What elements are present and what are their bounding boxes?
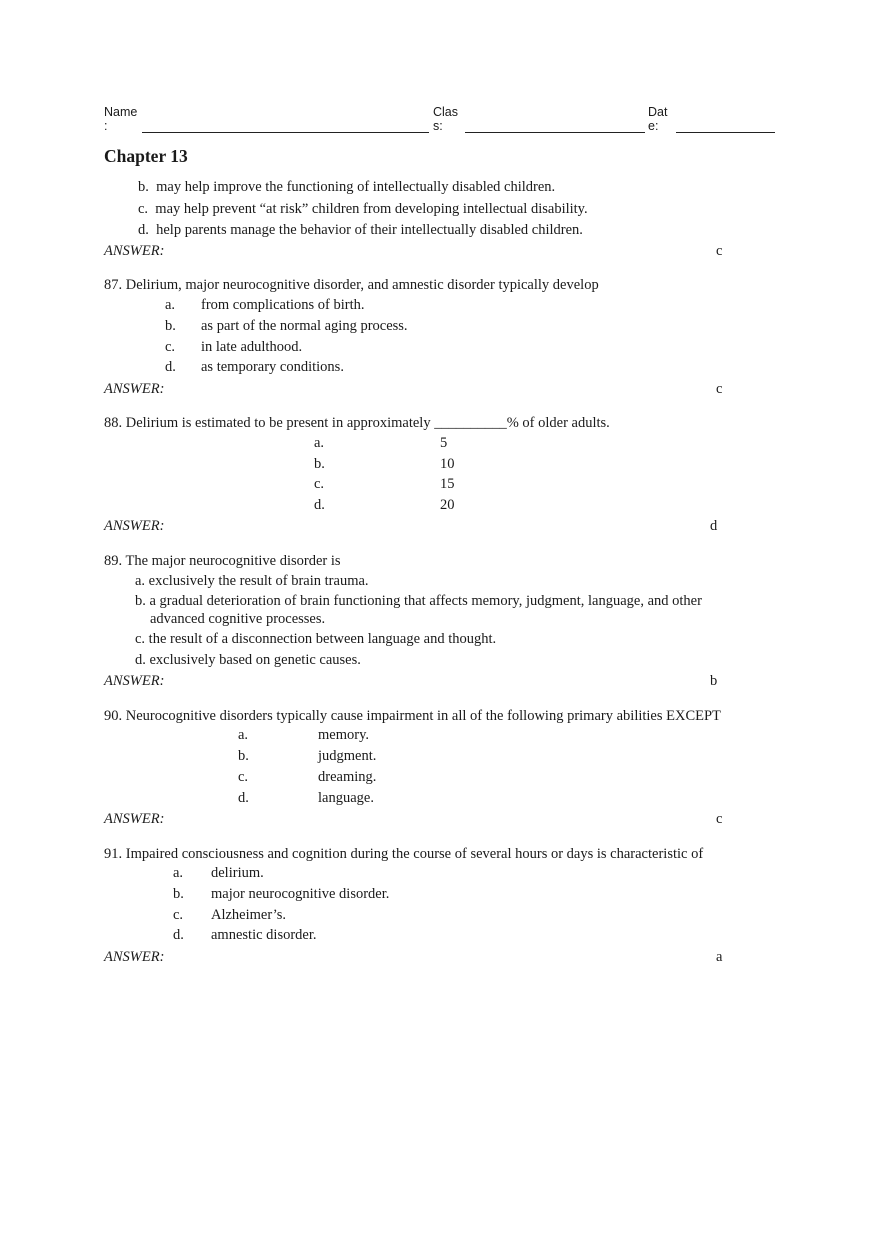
q88-option-b-text: 10 bbox=[440, 456, 455, 472]
class-label-line2: s: bbox=[433, 119, 443, 133]
q88-option-b-letter: b. bbox=[314, 456, 325, 472]
q86-option-c: c. may help prevent “at risk” children from developing intellectual disability. bbox=[138, 201, 588, 217]
q89-question: 89. The major neurocognitive disorder is bbox=[104, 553, 341, 569]
q87-option-c-letter: c. bbox=[165, 339, 176, 355]
q90-question: 90. Neurocognitive disorders typically cause impairment in all of the following primary abilities EXCEPT bbox=[104, 708, 721, 724]
q88-option-d-text: 20 bbox=[440, 497, 455, 513]
q89-answer-label: ANSWER: bbox=[104, 673, 165, 689]
q90-option-a-text: memory. bbox=[318, 727, 370, 743]
q88-option-d-letter: d. bbox=[314, 497, 325, 513]
date-field[interactable] bbox=[676, 132, 775, 133]
date-label-line2: e: bbox=[648, 119, 659, 133]
q90-answer-value: c bbox=[716, 811, 723, 827]
q86-option-d: d. help parents manage the behavior of their intellectually disabled children. bbox=[138, 222, 583, 238]
name-label bbox=[104, 105, 137, 133]
q90-option-b-text: judgment. bbox=[318, 748, 377, 764]
q86-answer-value: c bbox=[716, 243, 723, 259]
q91-option-d-text: amnestic disorder. bbox=[211, 927, 317, 943]
q91-option-a-letter: a. bbox=[173, 865, 184, 881]
q90-answer-label: ANSWER: bbox=[104, 811, 165, 827]
date-label bbox=[648, 105, 667, 133]
q87-option-b-text: as part of the normal aging process. bbox=[201, 318, 408, 334]
q88-option-a-letter: a. bbox=[314, 435, 325, 451]
class-label bbox=[433, 105, 458, 133]
chapter-title: Chapter 13 bbox=[104, 146, 188, 166]
q90-option-c-letter: c. bbox=[238, 769, 249, 785]
q91-option-b-text: major neurocognitive disorder. bbox=[211, 886, 390, 902]
q90-option-b-letter: b. bbox=[238, 748, 249, 764]
q88-answer-label: ANSWER: bbox=[104, 518, 165, 534]
q89-answer-value: b bbox=[710, 673, 718, 689]
q90-option-c-text: dreaming. bbox=[318, 769, 377, 785]
q89-option-a: a. exclusively the result of brain trauma. bbox=[135, 573, 369, 589]
q89-option-c: c. the result of a disconnection between language and thought. bbox=[135, 631, 497, 647]
q90-option-d-letter: d. bbox=[238, 790, 249, 806]
q87-question: 87. Delirium, major neurocognitive disorder, and amnestic disorder typically develop bbox=[104, 277, 599, 293]
q87-option-b-letter: b. bbox=[165, 318, 176, 334]
name-label-line2: : bbox=[104, 119, 108, 133]
q91-option-c-text: Alzheimer’s. bbox=[211, 907, 287, 923]
class-field[interactable] bbox=[465, 132, 645, 133]
class-label-line1: Clas bbox=[433, 105, 459, 119]
q90-option-d-text: language. bbox=[318, 790, 374, 806]
q91-question: 91. Impaired consciousness and cognition during the course of several hours or days is characteristic of bbox=[104, 846, 704, 862]
q87-option-c-text: in late adulthood. bbox=[201, 339, 303, 355]
q87-option-d-text: as temporary conditions. bbox=[201, 359, 344, 375]
q89-option-b-line2: advanced cognitive processes. bbox=[150, 611, 326, 627]
q88-option-c-text: 15 bbox=[440, 476, 455, 492]
q89-option-b-line1: b. a gradual deterioration of brain functioning that affects memory, judgment, language, and other bbox=[135, 593, 702, 609]
q91-answer-label: ANSWER: bbox=[104, 949, 165, 965]
q91-option-a-text: delirium. bbox=[211, 865, 264, 881]
q87-option-d-letter: d. bbox=[165, 359, 176, 375]
q87-answer-label: ANSWER: bbox=[104, 381, 165, 397]
q88-option-c-letter: c. bbox=[314, 476, 325, 492]
q90-option-a-letter: a. bbox=[238, 727, 249, 743]
q86-option-b: b. may help improve the functioning of intellectually disabled children. bbox=[138, 179, 556, 195]
q89-option-d: d. exclusively based on genetic causes. bbox=[135, 652, 361, 668]
name-label-line1: Name bbox=[104, 105, 138, 119]
q91-option-d-letter: d. bbox=[173, 927, 184, 943]
q88-option-a-text: 5 bbox=[440, 435, 448, 451]
q87-option-a-letter: a. bbox=[165, 297, 176, 313]
q91-answer-value: a bbox=[716, 949, 723, 965]
name-field[interactable] bbox=[142, 132, 429, 133]
date-label-line1: Dat bbox=[648, 105, 668, 119]
q88-question: 88. Delirium is estimated to be present in approximately __________% of older adults. bbox=[104, 415, 610, 431]
q91-option-b-letter: b. bbox=[173, 886, 184, 902]
q91-option-c-letter: c. bbox=[173, 907, 184, 923]
q88-answer-value: d bbox=[710, 518, 718, 534]
q86-answer-label: ANSWER: bbox=[104, 243, 165, 259]
q87-answer-value: c bbox=[716, 381, 723, 397]
q87-option-a-text: from complications of birth. bbox=[201, 297, 365, 313]
